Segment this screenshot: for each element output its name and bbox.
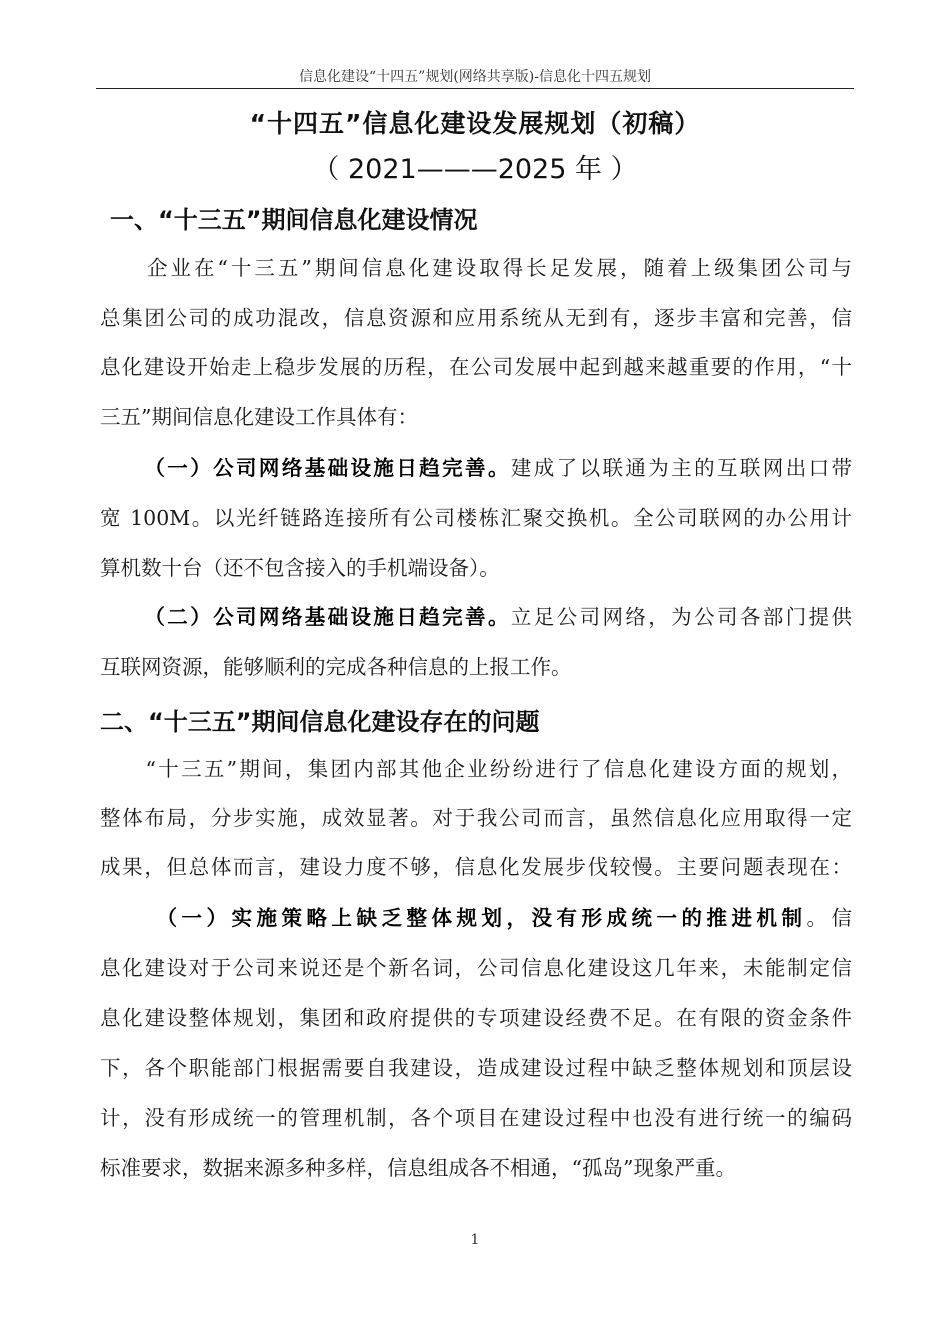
- running-header: 信息化建设“十四五”规划(网络共享版)-信息化十四五规划: [299, 69, 651, 85]
- section-2-paragraph-line: “十三五”期间，集团内部其他企业纷纷进行了信息化建设方面的规划，: [100, 757, 852, 781]
- section-1-item-2-lead: （二）公司网络基础设施日趋完善。: [142, 605, 511, 629]
- section-2-item-1-line: 息化建设整体规划，集团和政府提供的专项建设经费不足。在有限的资金条件: [100, 1006, 852, 1030]
- section-2-item-1-first-line: [100, 904, 852, 932]
- section-1-paragraph-line: 三五”期间信息化建设工作具体有：: [100, 405, 418, 429]
- section-2-item-1-text: 。信: [806, 906, 852, 930]
- section-2-item-1-line: 计，没有形成统一的管理机制，各个项目在建设过程中也没有进行统一的编码: [100, 1106, 852, 1130]
- section-2-heading: 二、“十三五”期间信息化建设存在的问题: [100, 708, 540, 736]
- header-rule: [96, 88, 854, 89]
- section-2-item-1-line: 下，各个职能部门根据需要自我建设，造成建设过程中缺乏整体规划和顶层设: [100, 1056, 852, 1080]
- section-1-paragraph-line: 息化建设开始走上稳步发展的历程，在公司发展中起到越来越重要的作用，“十: [100, 355, 852, 379]
- section-2-item-1-lead: （一）实施策略上缺乏整体规划，没有形成统一的推进机制: [152, 906, 807, 930]
- section-1-item-1-line: 宽 100M。以光纤链路连接所有公司楼栋汇聚交换机。全公司联网的办公用计: [100, 506, 852, 530]
- section-1-item-1-first-line: [100, 454, 852, 482]
- page-number: 1: [470, 1232, 480, 1248]
- section-1-item-1-lead: （一）公司网络基础设施日趋完善。: [142, 456, 511, 480]
- section-1-paragraph-line: 总集团公司的成功混改，信息资源和应用系统从无到有，逐步丰富和完善，信: [100, 306, 852, 330]
- section-1-paragraph-line: 企业在“十三五”期间信息化建设取得长足发展，随着上级集团公司与: [100, 256, 852, 280]
- section-1-heading: 一、“十三五”期间信息化建设情况: [110, 206, 478, 234]
- section-1-item-1-text: 建成了以联通为主的互联网出口带: [510, 456, 853, 480]
- section-1-item-2-first-line: [100, 603, 852, 631]
- section-1-item-2-line: 互联网资源，能够顺利的完成各种信息的上报工作。: [100, 655, 572, 679]
- section-2-item-1-line: 标准要求，数据来源多种多样，信息组成各不相通，“孤岛”现象严重。: [100, 1156, 736, 1180]
- section-2-item-1-line: 息化建设对于公司来说还是个新名词，公司信息化建设这几年来，未能制定信: [100, 956, 852, 980]
- section-2-paragraph-line: 成果，但总体而言，建设力度不够，信息化发展步伐较慢。主要问题表现在：: [100, 855, 852, 879]
- section-1-item-1-line: 算机数十台（还不包含接入的手机端设备）。: [100, 556, 500, 580]
- section-1-item-2-text: 立足公司网络，为公司各部门提供: [510, 605, 853, 629]
- document-subtitle: （ 2021———2025 年 ）: [312, 154, 638, 185]
- section-2-paragraph-line: 整体布局，分步实施，成效显著。对于我公司而言，虽然信息化应用取得一定: [100, 806, 852, 830]
- document-title: “十四五”信息化建设发展规划（初稿）: [249, 109, 701, 138]
